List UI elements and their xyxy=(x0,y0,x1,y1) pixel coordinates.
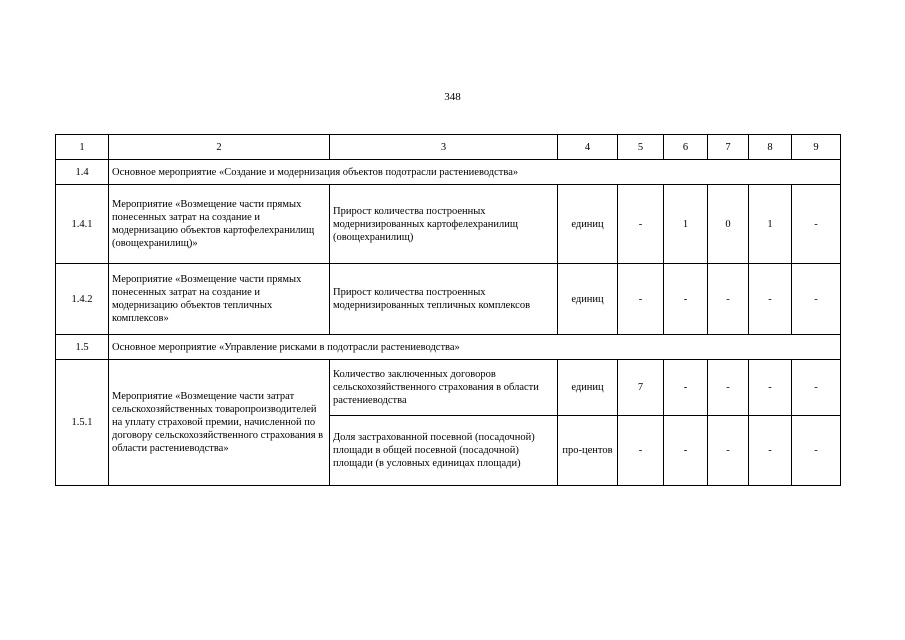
row-number: 1.5 xyxy=(56,335,109,360)
unit-cell: единиц xyxy=(558,185,618,264)
value-cell: - xyxy=(749,264,792,335)
header-cell: 4 xyxy=(558,135,618,160)
value-cell: - xyxy=(792,185,841,264)
header-cell: 7 xyxy=(708,135,749,160)
unit-cell: единиц xyxy=(558,360,618,416)
indicator-cell: Прирост количества построенных модернизированных картофелехранилищ (овощехранилищ) xyxy=(330,185,558,264)
value-cell: - xyxy=(708,360,749,416)
event-cell: Мероприятие «Возмещение части прямых понесенных затрат на создание и модернизацию объектов картофелехранилищ (овощехранилищ)» xyxy=(109,185,330,264)
header-cell: 6 xyxy=(664,135,708,160)
value-cell: - xyxy=(792,264,841,335)
page-number: 348 xyxy=(444,91,461,103)
value-cell: - xyxy=(708,416,749,486)
value-cell: - xyxy=(792,416,841,486)
value-cell: 1 xyxy=(749,185,792,264)
section-row-1-4 xyxy=(56,160,841,185)
header-cell: 3 xyxy=(330,135,558,160)
header-cell: 5 xyxy=(618,135,664,160)
event-cell: Мероприятие «Возмещение части прямых понесенных затрат на создание и модернизацию объектов тепличных комплексов» xyxy=(109,264,330,335)
table-row-1-5-1-a xyxy=(56,360,841,416)
row-number: 1.5.1 xyxy=(56,360,109,486)
row-number: 1.4.2 xyxy=(56,264,109,335)
value-cell: - xyxy=(664,264,708,335)
indicators-table xyxy=(55,134,841,486)
indicator-cell: Доля застрахованной посевной (посадочной) площади в общей посевной (посадочной) площади (в условных единицах площади) xyxy=(330,416,558,486)
section-title: Основное мероприятие «Управление рисками в подотрасли растениеводства» xyxy=(109,335,841,360)
header-cell: 8 xyxy=(749,135,792,160)
header-row xyxy=(56,135,841,160)
value-cell: - xyxy=(664,360,708,416)
header-cell: 9 xyxy=(792,135,841,160)
value-cell: 1 xyxy=(664,185,708,264)
value-cell: - xyxy=(708,264,749,335)
unit-cell: про-центов xyxy=(558,416,618,486)
header-cell: 2 xyxy=(109,135,330,160)
section-title: Основное мероприятие «Создание и модернизация объектов подотрасли растениеводства» xyxy=(109,160,841,185)
table-row-1-4-1 xyxy=(56,185,841,264)
value-cell: 0 xyxy=(708,185,749,264)
value-cell: - xyxy=(618,416,664,486)
indicator-cell: Прирост количества построенных модернизированных тепличных комплексов xyxy=(330,264,558,335)
value-cell: - xyxy=(749,360,792,416)
section-row-1-5 xyxy=(56,335,841,360)
value-cell: - xyxy=(749,416,792,486)
value-cell: - xyxy=(664,416,708,486)
value-cell: - xyxy=(792,360,841,416)
value-cell: - xyxy=(618,185,664,264)
row-number: 1.4 xyxy=(56,160,109,185)
unit-cell: единиц xyxy=(558,264,618,335)
value-cell: 7 xyxy=(618,360,664,416)
value-cell: - xyxy=(618,264,664,335)
table-row-1-4-2 xyxy=(56,264,841,335)
row-number: 1.4.1 xyxy=(56,185,109,264)
header-cell: 1 xyxy=(56,135,109,160)
event-cell: Мероприятие «Возмещение части затрат сельскохозяйственных товаропроизводителей на уплату страховой премии, начисленной по договору сельскохозяйственного страхования в области растениеводства» xyxy=(109,360,330,486)
indicator-cell: Количество заключенных договоров сельскохозяйственного страхования в области растениеводства xyxy=(330,360,558,416)
